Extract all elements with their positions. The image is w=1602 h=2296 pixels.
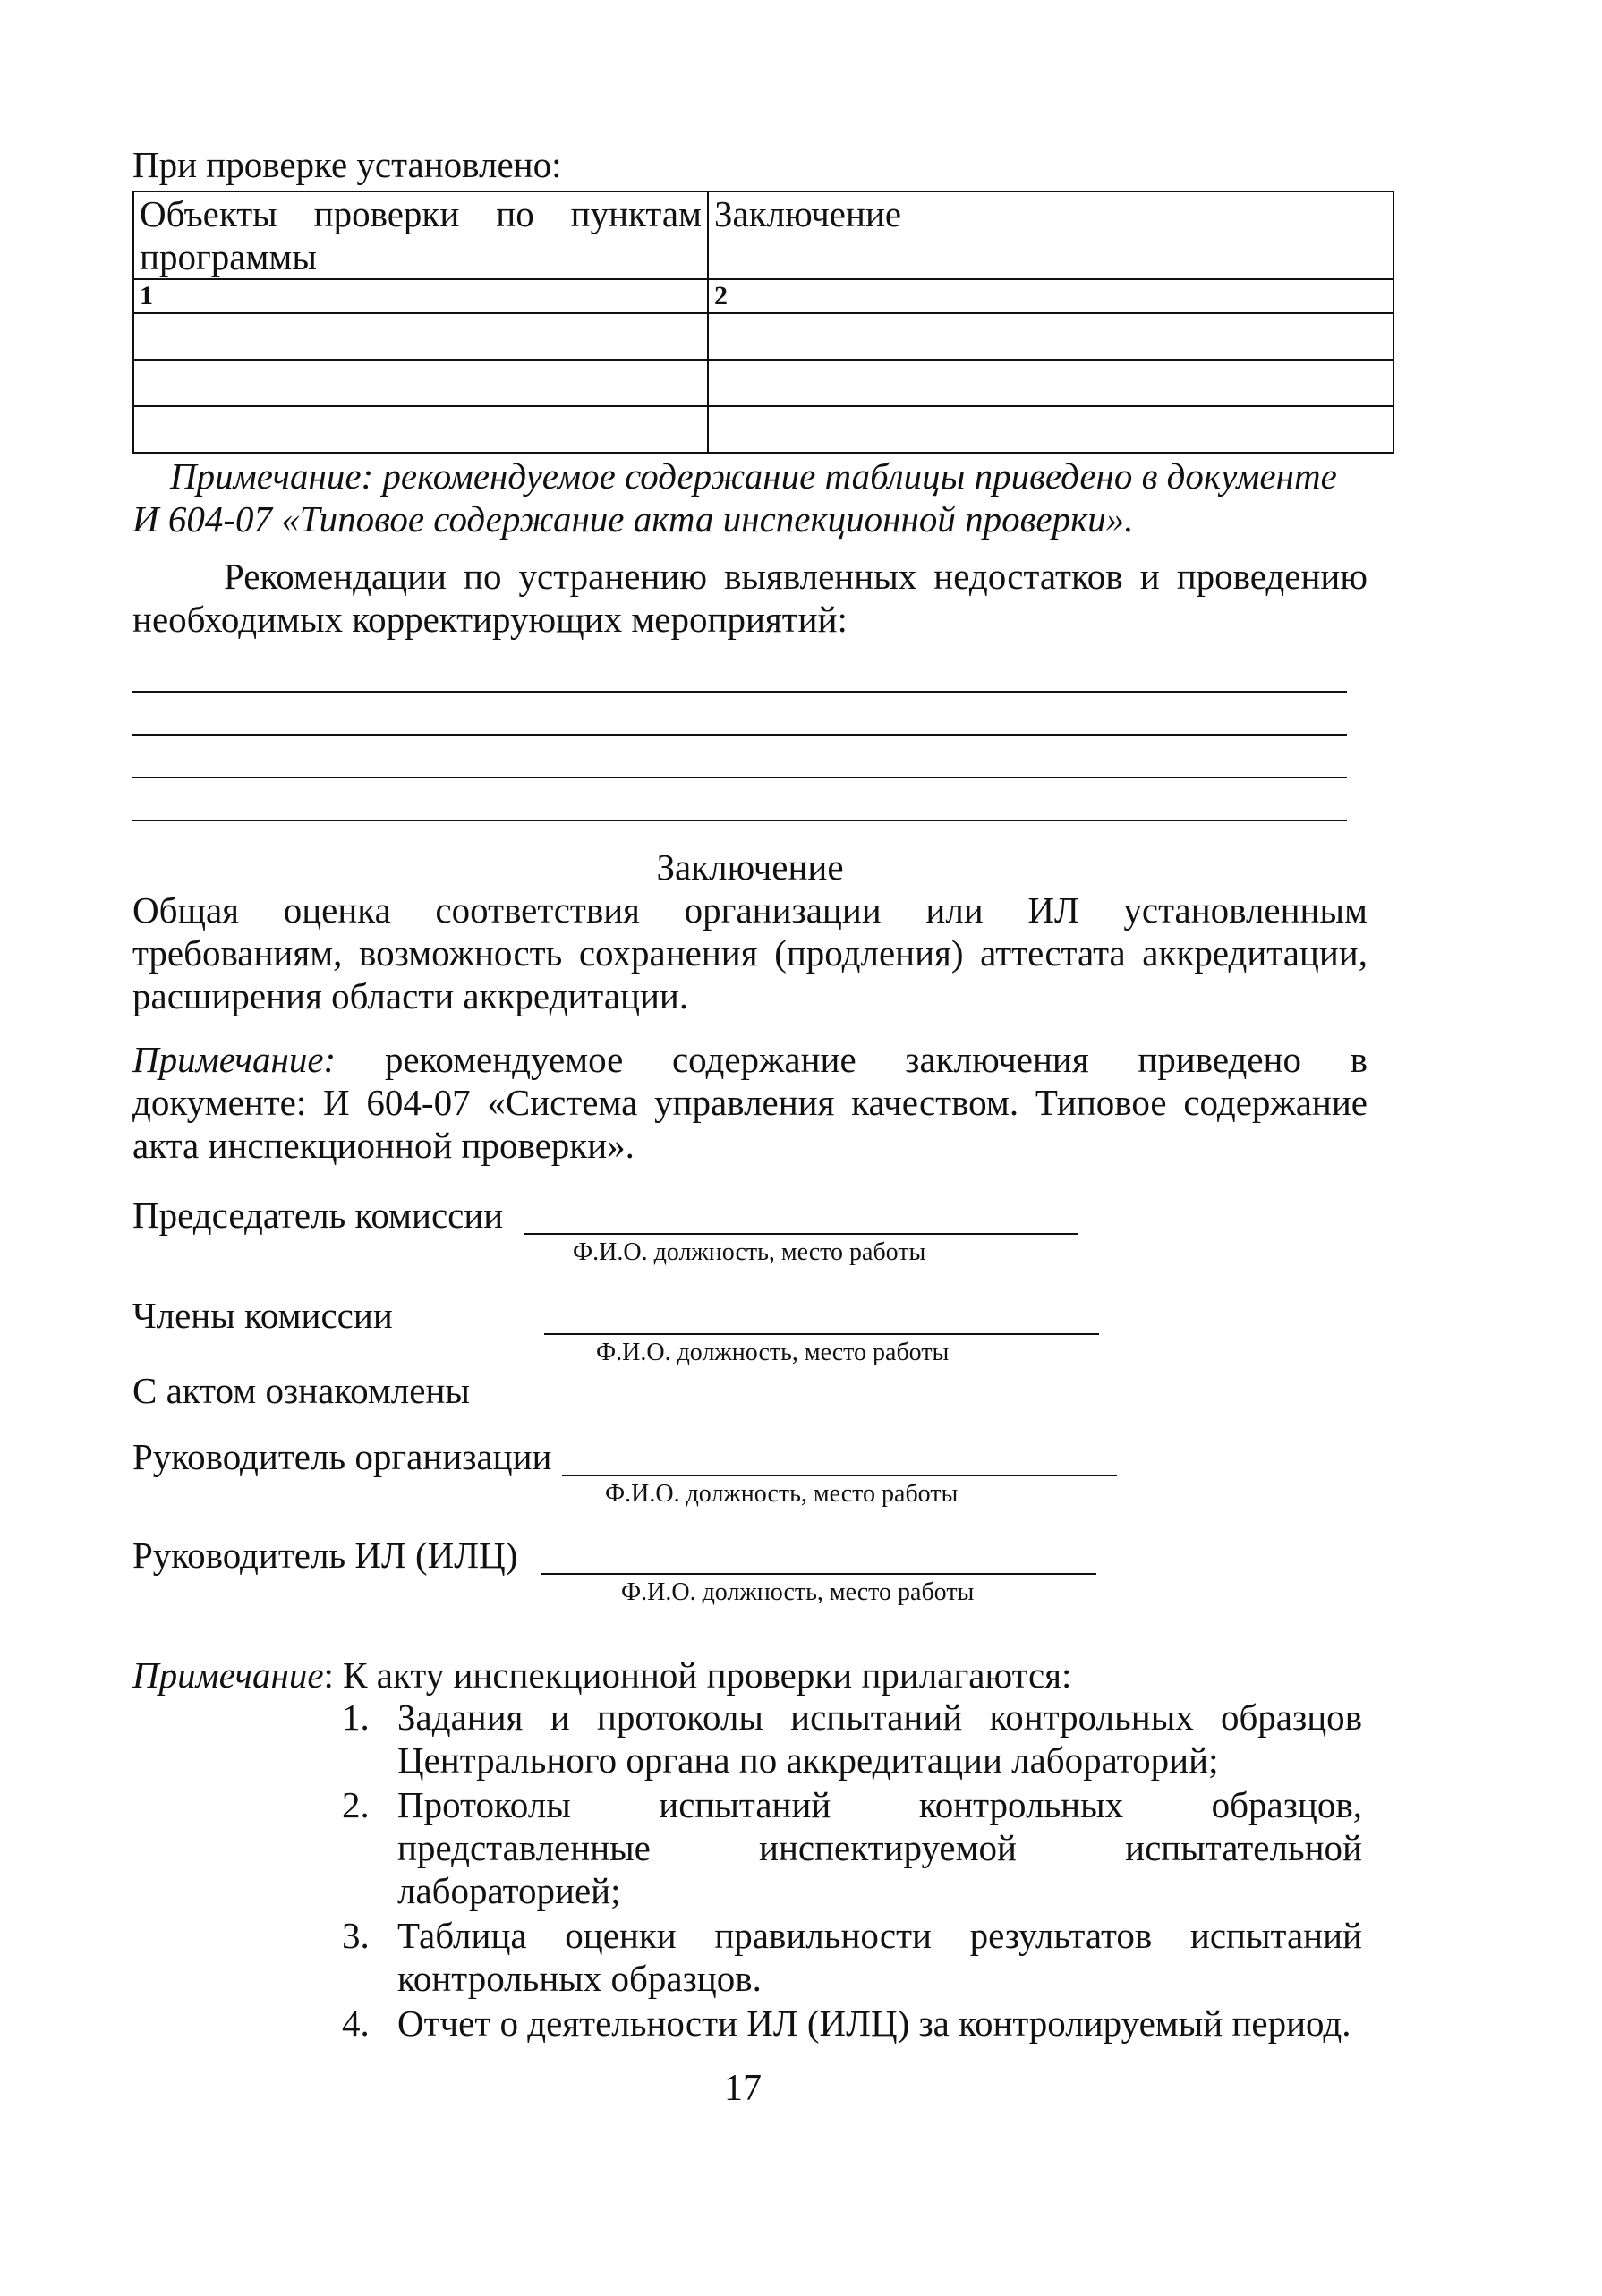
list-item-number: 2. (342, 1784, 370, 1825)
members-label: Члены комиссии (132, 1295, 393, 1336)
list-item (342, 1914, 1362, 2000)
intro-text: При проверке установлено: (132, 144, 562, 185)
conclusion-note-line3: акта инспекционной проверки». (132, 1125, 635, 1166)
list-item-line: Таблица оценки правильности результатов испытаний (397, 1915, 1362, 1956)
table-cell (708, 313, 1393, 360)
table-note-line2: И 604-07 «Типовое содержание акта инспекционной проверки». (132, 498, 1134, 540)
table-note (132, 455, 1394, 540)
conclusion-line3: расширения области аккредитации. (132, 975, 689, 1016)
header-objects-line2: программы (140, 236, 317, 277)
table-row (133, 360, 1393, 406)
table-cell (133, 406, 708, 453)
attachments-note-text: : К акту инспекционной проверки прилагаются: (323, 1654, 1072, 1696)
note-label: Примечание: (132, 1039, 337, 1080)
chairman-caption: Ф.И.О. должность, место работы (573, 1238, 926, 1266)
table-cell (708, 360, 1393, 406)
index-cell-1: 1 (133, 279, 708, 313)
blank-line-1 (132, 691, 1347, 693)
list-item-line: представленные инспектируемой испытательной (397, 1827, 1362, 1868)
page-number: 17 (724, 2068, 762, 2109)
chairman-label: Председатель комиссии (132, 1195, 504, 1236)
recommendations-heading (132, 555, 1368, 641)
lab-head-signature-line[interactable] (541, 1573, 1096, 1575)
table-cell (133, 360, 708, 406)
members-caption: Ф.И.О. должность, место работы (596, 1339, 950, 1366)
table-note-line1: Примечание: рекомендуемое содержание таблицы приведено в документе (170, 455, 1337, 497)
attachments-note-label: Примечание (132, 1654, 324, 1696)
table-header-row (133, 191, 1393, 279)
list-item-line: контрольных образцов. (397, 1958, 762, 1999)
table-index-row (133, 279, 1393, 313)
header-cell-conclusion: Заключение (708, 191, 1393, 279)
list-item-line: Протоколы испытаний контрольных образцов, (397, 1784, 1362, 1825)
attachments-note (132, 1654, 1071, 1696)
list-item (342, 1696, 1362, 1782)
table-row (133, 406, 1393, 453)
org-head-caption: Ф.И.О. должность, место работы (605, 1480, 959, 1508)
list-item-number: 4. (342, 2003, 370, 2044)
conclusion-line1: Общая оценка соответствия организации или ИЛ установленным (132, 889, 1368, 931)
conclusion-text (132, 889, 1368, 1017)
recommendations-line1: Рекомендации по устранению выявленных недостатков и проведению (224, 556, 1368, 597)
list-item (342, 2002, 1362, 2045)
index-cell-2: 2 (708, 279, 1393, 313)
members-signature-line[interactable] (544, 1333, 1099, 1335)
org-head-signature-line[interactable] (562, 1475, 1117, 1476)
chairman-signature-line[interactable] (524, 1233, 1078, 1235)
list-item-number: 3. (342, 1915, 370, 1956)
table-cell (133, 313, 708, 360)
header-objects-line1: Объекты проверки по пунктам (140, 193, 702, 234)
list-item-line: лабораторией; (397, 1870, 621, 1911)
lab-head-label: Руководитель ИЛ (ИЛЦ) (132, 1535, 518, 1576)
inspection-table (132, 191, 1394, 454)
conclusion-title: Заключение (656, 846, 844, 888)
list-item-line: Задания и протоколы испытаний контрольных образцов (397, 1696, 1362, 1738)
blank-line-4 (132, 820, 1347, 821)
recommendations-line2: необходимых корректирующих мероприятий: (132, 599, 848, 640)
list-item-line: Отчет о деятельности ИЛ (ИЛЦ) за контролируемый период. (397, 2003, 1351, 2044)
table-cell (708, 406, 1393, 453)
header-cell-objects (133, 191, 708, 279)
conclusion-note-line2: документе: И 604-07 «Система управления качеством. Типовое содержание (132, 1082, 1368, 1123)
conclusion-note-rest: рекомендуемое содержание заключения приведено в (384, 1039, 1368, 1080)
list-item-number: 1. (342, 1696, 370, 1738)
acquainted-label: С актом ознакомлены (132, 1370, 470, 1411)
org-head-label: Руководитель организации (132, 1436, 552, 1477)
table-row (133, 313, 1393, 360)
list-item-line: Центрального органа по аккредитации лабораторий; (397, 1739, 1219, 1781)
blank-line-3 (132, 777, 1347, 778)
list-item (342, 1783, 1362, 1912)
lab-head-caption: Ф.И.О. должность, место работы (621, 1578, 975, 1606)
attachments-list (342, 1696, 1362, 2045)
conclusion-note (132, 1038, 1368, 1167)
conclusion-line2: требованиям, возможность сохранения (продления) аттестата аккредитации, (132, 932, 1368, 974)
blank-line-2 (132, 734, 1347, 736)
conclusion-note-line1 (132, 1038, 1368, 1081)
